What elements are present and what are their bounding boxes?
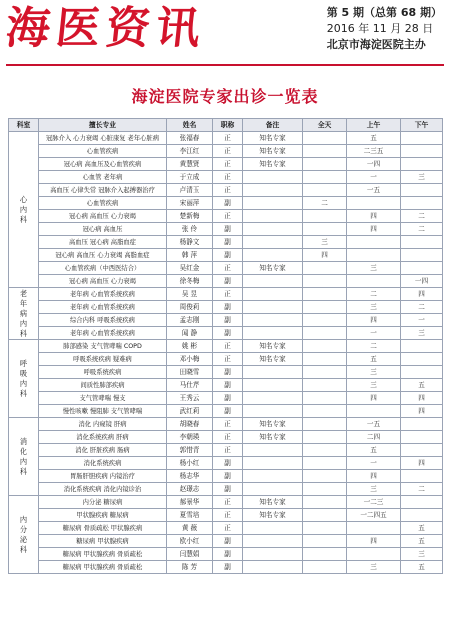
issue-info xyxy=(327,5,442,53)
issue-date: 2016 年 11 月 28 日 xyxy=(326,22,434,35)
dept-cell: 心 内 科 xyxy=(9,132,39,288)
table-row xyxy=(9,184,443,197)
note-cell xyxy=(243,171,303,184)
afternoon-cell xyxy=(401,132,443,145)
afternoon-cell: 三 xyxy=(401,327,443,340)
afternoon-cell: 二 xyxy=(401,210,443,223)
header-morning: 上午 xyxy=(347,119,401,132)
title-cell: 副 xyxy=(213,392,243,405)
title-cell: 正 xyxy=(213,184,243,197)
afternoon-cell: 二 xyxy=(401,483,443,496)
doctor-name-cell: 郝景华 xyxy=(167,496,213,509)
table-row xyxy=(9,366,443,379)
title-cell: 副 xyxy=(213,301,243,314)
morning-cell: 二四 xyxy=(347,431,401,444)
title-cell: 正 xyxy=(213,158,243,171)
allday-cell xyxy=(303,522,347,535)
specialty-cell: 冠心病 高血压 心力衰竭 xyxy=(39,210,167,223)
title-cell: 副 xyxy=(213,535,243,548)
dept-cell: 老 年 病 内 科 xyxy=(9,288,39,340)
morning-cell: 一 xyxy=(347,171,401,184)
allday-cell xyxy=(303,145,347,158)
title-cell: 正 xyxy=(213,132,243,145)
dept-cell: 消 化 内 科 xyxy=(9,418,39,496)
allday-cell xyxy=(303,327,347,340)
specialty-cell: 胃肠肝胆疾病 内镜治疗 xyxy=(39,470,167,483)
doctor-name-cell: 姚 彬 xyxy=(167,340,213,353)
doctor-name-cell: 宋丽萍 xyxy=(167,197,213,210)
afternoon-cell: 五 xyxy=(401,561,443,574)
allday-cell: 四 xyxy=(303,249,347,262)
table-header-row xyxy=(9,119,443,132)
morning-cell xyxy=(347,275,401,288)
afternoon-cell: 四 xyxy=(401,405,443,418)
page-title: 海淀医院专家出诊一览表 xyxy=(131,87,319,106)
morning-cell: 一五 xyxy=(347,418,401,431)
doctor-name-cell: 张 伶 xyxy=(167,223,213,236)
masthead-divider xyxy=(6,64,444,66)
newspaper-logo: 海医资讯 xyxy=(3,3,209,54)
doctor-name-cell: 陈 芳 xyxy=(167,561,213,574)
doctor-name-cell: 王秀云 xyxy=(167,392,213,405)
allday-cell xyxy=(303,262,347,275)
table-row xyxy=(9,236,443,249)
table-row xyxy=(9,522,443,535)
doctor-name-cell: 张福春 xyxy=(167,132,213,145)
note-cell: 知名专家 xyxy=(243,431,303,444)
doctor-name-cell: 徐冬梅 xyxy=(167,275,213,288)
table-row xyxy=(9,223,443,236)
specialty-cell: 老年病 心血管系统疾病 xyxy=(39,327,167,340)
morning-cell xyxy=(347,522,401,535)
note-cell xyxy=(243,249,303,262)
title-cell: 正 xyxy=(213,444,243,457)
specialty-cell: 老年病 心血管系统疾病 xyxy=(39,288,167,301)
specialty-cell: 呼吸系统疾病 xyxy=(39,366,167,379)
doctor-name-cell: 胡晓春 xyxy=(167,418,213,431)
doctor-name-cell: 黄慧贤 xyxy=(167,158,213,171)
allday-cell xyxy=(303,158,347,171)
allday-cell xyxy=(303,392,347,405)
table-row xyxy=(9,392,443,405)
doctor-name-cell: 韩 萍 xyxy=(167,249,213,262)
title-cell: 正 xyxy=(213,340,243,353)
allday-cell xyxy=(303,275,347,288)
allday-cell xyxy=(303,496,347,509)
morning-cell: 一五 xyxy=(347,184,401,197)
note-cell: 知名专家 xyxy=(243,145,303,158)
title-cell: 副 xyxy=(213,197,243,210)
doctor-name-cell: 李江红 xyxy=(167,145,213,158)
title-cell: 正 xyxy=(213,145,243,158)
title-cell: 副 xyxy=(213,561,243,574)
doctor-name-cell: 杨静文 xyxy=(167,236,213,249)
note-cell xyxy=(243,522,303,535)
afternoon-cell xyxy=(401,197,443,210)
morning-cell: 二 xyxy=(347,288,401,301)
morning-cell: 一二四五 xyxy=(347,509,401,522)
afternoon-cell xyxy=(401,184,443,197)
afternoon-cell xyxy=(401,418,443,431)
table-row xyxy=(9,561,443,574)
note-cell: 知名专家 xyxy=(243,262,303,275)
afternoon-cell xyxy=(401,262,443,275)
note-cell xyxy=(243,314,303,327)
afternoon-cell xyxy=(401,470,443,483)
morning-cell: 一四 xyxy=(347,158,401,171)
afternoon-cell xyxy=(401,249,443,262)
dept-cell: 内 分 泌 科 xyxy=(9,496,39,574)
allday-cell xyxy=(303,171,347,184)
title-cell: 副 xyxy=(213,457,243,470)
note-cell xyxy=(243,457,303,470)
table-row xyxy=(9,418,443,431)
afternoon-cell xyxy=(401,366,443,379)
specialty-cell: 消化系统疾病 消化内镜诊治 xyxy=(39,483,167,496)
note-cell: 知名专家 xyxy=(243,418,303,431)
allday-cell xyxy=(303,535,347,548)
doctor-name-cell: 李朝瑛 xyxy=(167,431,213,444)
morning-cell: 二三五 xyxy=(347,145,401,158)
note-cell xyxy=(243,301,303,314)
doctor-name-cell: 赵璟志 xyxy=(167,483,213,496)
doctor-name-cell: 卢清玉 xyxy=(167,184,213,197)
morning-cell: 四 xyxy=(347,314,401,327)
doctor-name-cell: 黄 薇 xyxy=(167,522,213,535)
header-title: 职称 xyxy=(213,119,243,132)
morning-cell: 四 xyxy=(347,470,401,483)
specialty-cell: 冠心病 高血压 xyxy=(39,223,167,236)
title-cell: 副 xyxy=(213,314,243,327)
title-cell: 副 xyxy=(213,249,243,262)
morning-cell: 四 xyxy=(347,535,401,548)
table-row xyxy=(9,301,443,314)
specialty-cell: 甲状腺疾病 糖尿病 xyxy=(39,509,167,522)
doctor-name-cell: 楚新梅 xyxy=(167,210,213,223)
note-cell xyxy=(243,548,303,561)
title-cell: 正 xyxy=(213,496,243,509)
specialty-cell: 老年病 心血管系统疾病 xyxy=(39,301,167,314)
header-specialty: 擅长专业 xyxy=(39,119,167,132)
afternoon-cell xyxy=(401,431,443,444)
title-cell: 正 xyxy=(213,262,243,275)
table-row xyxy=(9,158,443,171)
title-cell: 副 xyxy=(213,379,243,392)
allday-cell xyxy=(303,301,347,314)
allday-cell xyxy=(303,132,347,145)
allday-cell xyxy=(303,353,347,366)
note-cell xyxy=(243,184,303,197)
afternoon-cell xyxy=(401,158,443,171)
table-row xyxy=(9,379,443,392)
title-cell: 副 xyxy=(213,236,243,249)
afternoon-cell xyxy=(401,340,443,353)
note-cell: 知名专家 xyxy=(243,340,303,353)
specialty-cell: 消化系统疾病 肝病 xyxy=(39,431,167,444)
specialty-cell: 心血管疾病 xyxy=(39,145,167,158)
title-cell: 正 xyxy=(213,210,243,223)
title-cell: 副 xyxy=(213,483,243,496)
header-note: 备注 xyxy=(243,119,303,132)
header-allday: 全天 xyxy=(303,119,347,132)
doctor-name-cell: 于立成 xyxy=(167,171,213,184)
doctor-name-cell: 欧小红 xyxy=(167,535,213,548)
doctor-name-cell: 郭惜青 xyxy=(167,444,213,457)
morning-cell: 三 xyxy=(347,561,401,574)
doctor-name-cell: 孟志刚 xyxy=(167,314,213,327)
doctor-name-cell: 邓小梅 xyxy=(167,353,213,366)
table-row xyxy=(9,548,443,561)
doctor-name-cell: 周俊莉 xyxy=(167,301,213,314)
allday-cell xyxy=(303,340,347,353)
afternoon-cell xyxy=(401,496,443,509)
allday-cell xyxy=(303,288,347,301)
allday-cell xyxy=(303,184,347,197)
table-row xyxy=(9,171,443,184)
allday-cell xyxy=(303,418,347,431)
specialty-cell: 冠脉介入 心力衰竭 心脏康复 老年心脏病 xyxy=(39,132,167,145)
afternoon-cell: 二 xyxy=(401,223,443,236)
morning-cell: 二 xyxy=(347,340,401,353)
title-cell: 副 xyxy=(213,223,243,236)
morning-cell: 一二三 xyxy=(347,496,401,509)
afternoon-cell: 四 xyxy=(401,288,443,301)
specialty-cell: 冠心病 高血压及心血管疾病 xyxy=(39,158,167,171)
table-row xyxy=(9,496,443,509)
table-row xyxy=(9,353,443,366)
allday-cell xyxy=(303,509,347,522)
afternoon-cell: 三 xyxy=(401,548,443,561)
doctor-name-cell: 吴 昱 xyxy=(167,288,213,301)
specialty-cell: 消化系统疾病 xyxy=(39,457,167,470)
specialty-cell: 冠心病 高血压 心力衰竭 xyxy=(39,275,167,288)
title-cell: 正 xyxy=(213,171,243,184)
header-name: 姓名 xyxy=(167,119,213,132)
title-cell: 副 xyxy=(213,405,243,418)
allday-cell xyxy=(303,366,347,379)
table-row xyxy=(9,197,443,210)
title-cell: 副 xyxy=(213,470,243,483)
note-cell xyxy=(243,210,303,223)
table-row xyxy=(9,275,443,288)
table-row xyxy=(9,210,443,223)
specialty-cell: 内分泌 糖尿病 xyxy=(39,496,167,509)
allday-cell xyxy=(303,457,347,470)
dept-cell: 呼 吸 内 科 xyxy=(9,340,39,418)
doctor-name-cell: 杨小红 xyxy=(167,457,213,470)
afternoon-cell xyxy=(401,353,443,366)
doctor-name-cell: 闫慧娟 xyxy=(167,548,213,561)
allday-cell xyxy=(303,405,347,418)
note-cell: 知名专家 xyxy=(243,158,303,171)
specialty-cell: 高血压 心律失常 冠脉介入起搏器治疗 xyxy=(39,184,167,197)
specialty-cell: 心血管疾病（中西医结合） xyxy=(39,262,167,275)
morning-cell: 四 xyxy=(347,392,401,405)
note-cell: 知名专家 xyxy=(243,509,303,522)
afternoon-cell: 五 xyxy=(401,379,443,392)
morning-cell: 五 xyxy=(347,444,401,457)
morning-cell: 三 xyxy=(347,483,401,496)
title-cell: 副 xyxy=(213,548,243,561)
table-row xyxy=(9,470,443,483)
note-cell xyxy=(243,236,303,249)
header-dept: 科室 xyxy=(9,119,39,132)
note-cell xyxy=(243,405,303,418)
specialty-cell: 糖尿病 甲状腺疾病 骨质疏松 xyxy=(39,548,167,561)
header-afternoon: 下午 xyxy=(401,119,443,132)
specialty-cell: 综合内科 呼吸系统疾病 xyxy=(39,314,167,327)
note-cell xyxy=(243,561,303,574)
table-row xyxy=(9,431,443,444)
afternoon-cell xyxy=(401,236,443,249)
allday-cell xyxy=(303,314,347,327)
schedule-table xyxy=(8,118,443,574)
allday-cell xyxy=(303,210,347,223)
table-row xyxy=(9,288,443,301)
table-row xyxy=(9,327,443,340)
note-cell xyxy=(243,288,303,301)
note-cell xyxy=(243,535,303,548)
doctor-name-cell: 闻 静 xyxy=(167,327,213,340)
morning-cell xyxy=(347,548,401,561)
specialty-cell: 冠心病 高血压 心力衰竭 高脂血症 xyxy=(39,249,167,262)
afternoon-cell: 三 xyxy=(401,171,443,184)
table-row xyxy=(9,535,443,548)
note-cell xyxy=(243,275,303,288)
title-cell: 正 xyxy=(213,431,243,444)
afternoon-cell: 一四 xyxy=(401,275,443,288)
afternoon-cell: 五 xyxy=(401,522,443,535)
morning-cell: 三 xyxy=(347,366,401,379)
masthead xyxy=(0,0,450,66)
specialty-cell: 间质性肺部疾病 xyxy=(39,379,167,392)
publisher: 北京市海淀医院主办 xyxy=(326,38,426,51)
table-row xyxy=(9,509,443,522)
issue-number: 第 5 期（总第 68 期） xyxy=(326,6,442,19)
afternoon-cell: 一 xyxy=(401,314,443,327)
specialty-cell: 糖尿病 甲状腺疾病 骨质疏松 xyxy=(39,561,167,574)
morning-cell: 一 xyxy=(347,327,401,340)
afternoon-cell xyxy=(401,444,443,457)
title-cell: 正 xyxy=(213,353,243,366)
allday-cell: 三 xyxy=(303,236,347,249)
allday-cell xyxy=(303,548,347,561)
note-cell: 知名专家 xyxy=(243,496,303,509)
morning-cell xyxy=(347,249,401,262)
allday-cell: 二 xyxy=(303,197,347,210)
morning-cell: 五 xyxy=(347,132,401,145)
doctor-name-cell: 马仕芹 xyxy=(167,379,213,392)
title-cell: 副 xyxy=(213,327,243,340)
note-cell xyxy=(243,379,303,392)
title-cell: 正 xyxy=(213,288,243,301)
note-cell xyxy=(243,223,303,236)
specialty-cell: 肺部感染 支气管哮喘 COPD xyxy=(39,340,167,353)
title-cell: 副 xyxy=(213,275,243,288)
allday-cell xyxy=(303,444,347,457)
allday-cell xyxy=(303,561,347,574)
note-cell xyxy=(243,483,303,496)
specialty-cell: 心血管疾病 xyxy=(39,197,167,210)
note-cell xyxy=(243,366,303,379)
morning-cell: 四 xyxy=(347,223,401,236)
specialty-cell: 消化 肝脏疾病 肠病 xyxy=(39,444,167,457)
table-row xyxy=(9,145,443,158)
morning-cell: 五 xyxy=(347,353,401,366)
table-row xyxy=(9,314,443,327)
morning-cell xyxy=(347,236,401,249)
doctor-name-cell: 夏雪培 xyxy=(167,509,213,522)
table-row xyxy=(9,405,443,418)
morning-cell xyxy=(347,405,401,418)
table-row xyxy=(9,457,443,470)
afternoon-cell: 五 xyxy=(401,535,443,548)
afternoon-cell: 四 xyxy=(401,457,443,470)
table-row xyxy=(9,444,443,457)
morning-cell: 三 xyxy=(347,301,401,314)
specialty-cell: 支气管哮喘 慢支 xyxy=(39,392,167,405)
title-cell: 正 xyxy=(213,509,243,522)
title-cell: 正 xyxy=(213,522,243,535)
allday-cell xyxy=(303,223,347,236)
title-cell: 副 xyxy=(213,366,243,379)
note-cell: 知名专家 xyxy=(243,353,303,366)
note-cell xyxy=(243,327,303,340)
specialty-cell: 慢性咳嗽 慢阻肺 支气管哮喘 xyxy=(39,405,167,418)
table-row xyxy=(9,340,443,353)
allday-cell xyxy=(303,470,347,483)
note-cell xyxy=(243,444,303,457)
morning-cell xyxy=(347,197,401,210)
specialty-cell: 高血压 冠心病 高脂血症 xyxy=(39,236,167,249)
specialty-cell: 消化 内窥镜 肝病 xyxy=(39,418,167,431)
note-cell xyxy=(243,197,303,210)
title-cell: 正 xyxy=(213,418,243,431)
afternoon-cell xyxy=(401,145,443,158)
allday-cell xyxy=(303,431,347,444)
note-cell: 知名专家 xyxy=(243,132,303,145)
afternoon-cell: 四 xyxy=(401,392,443,405)
morning-cell: 一 xyxy=(347,457,401,470)
doctor-name-cell: 田晓雪 xyxy=(167,366,213,379)
specialty-cell: 呼吸系统疾病 疑难病 xyxy=(39,353,167,366)
table-row xyxy=(9,483,443,496)
table-row xyxy=(9,249,443,262)
afternoon-cell: 二 xyxy=(401,301,443,314)
specialty-cell: 糖尿病 骨质疏松 甲状腺疾病 xyxy=(39,522,167,535)
morning-cell: 三 xyxy=(347,379,401,392)
specialty-cell: 糖尿病 甲状腺疾病 xyxy=(39,535,167,548)
table-row xyxy=(9,262,443,275)
doctor-name-cell: 杨志华 xyxy=(167,470,213,483)
morning-cell: 四 xyxy=(347,210,401,223)
specialty-cell: 心血管 老年病 xyxy=(39,171,167,184)
doctor-name-cell: 武红莉 xyxy=(167,405,213,418)
afternoon-cell xyxy=(401,509,443,522)
allday-cell xyxy=(303,483,347,496)
table-row xyxy=(9,132,443,145)
note-cell xyxy=(243,470,303,483)
doctor-name-cell: 吴红金 xyxy=(167,262,213,275)
note-cell xyxy=(243,392,303,405)
morning-cell: 三 xyxy=(347,262,401,275)
allday-cell xyxy=(303,379,347,392)
